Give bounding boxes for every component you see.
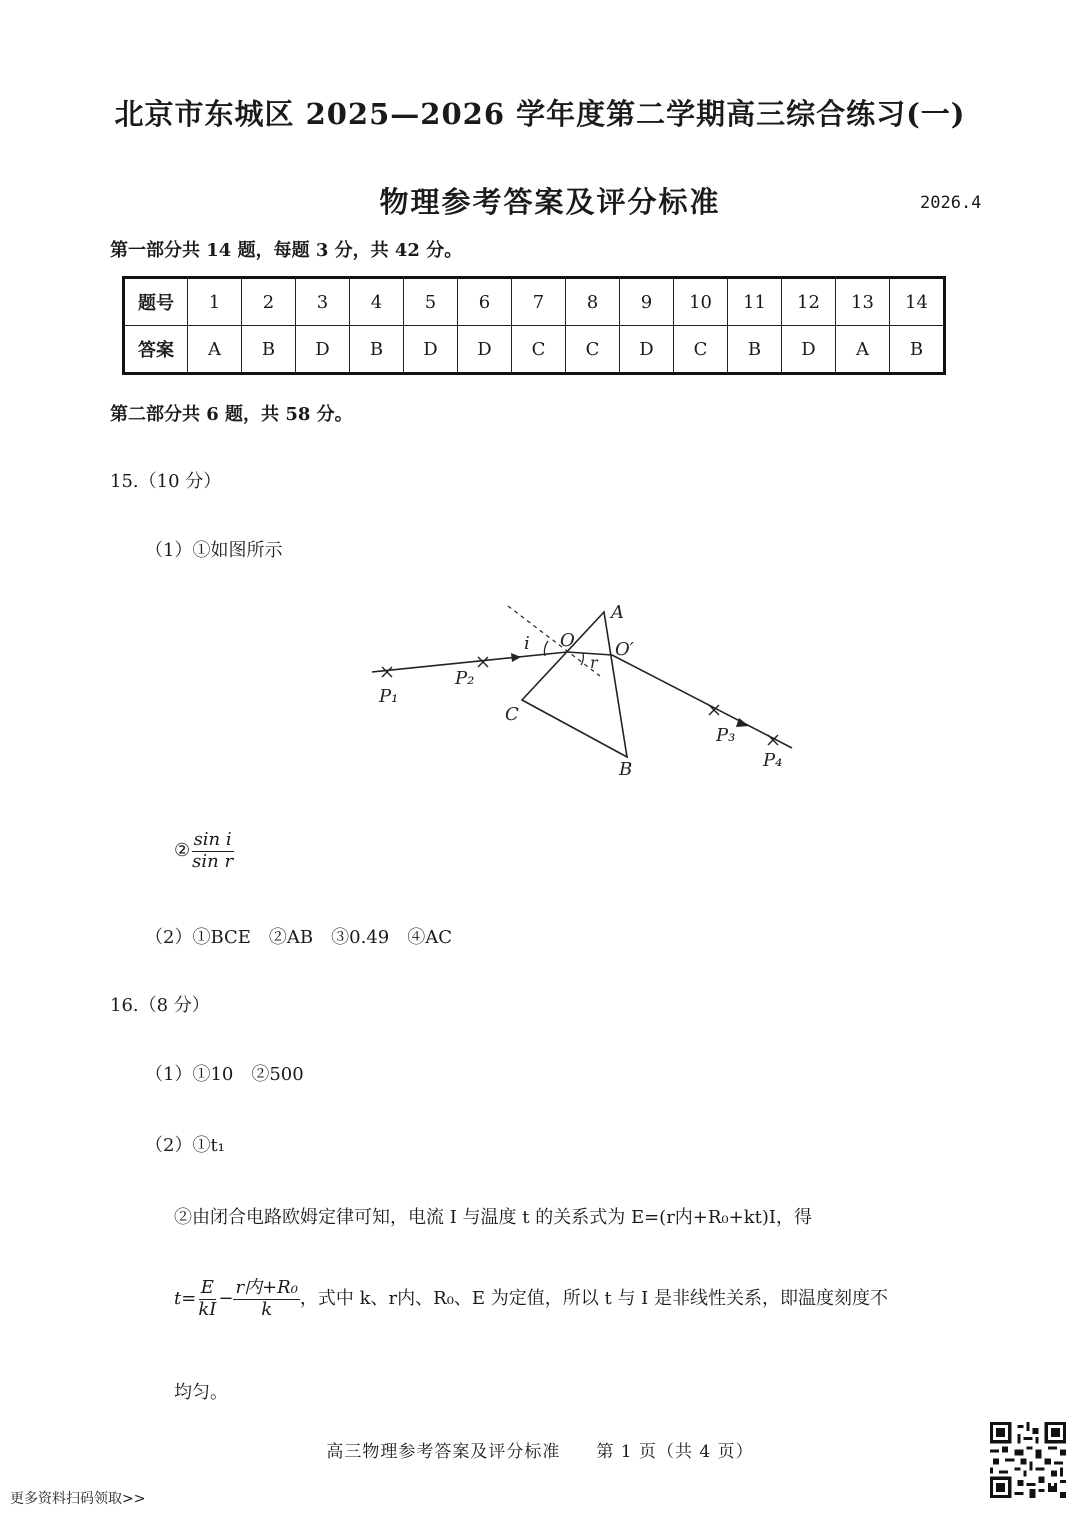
snell-fraction [190,830,235,872]
q16-formula-line [174,1278,1014,1320]
answer-cell: B [350,326,404,374]
answer-cell: D [458,326,512,374]
label-P2: P₂ [455,668,475,689]
question-number-cell: 10 [674,278,728,326]
q15-part1-answer2 [174,830,235,872]
formula-fraction-2 [233,1278,299,1320]
qr-code-icon[interactable] [990,1422,1066,1498]
emergent-ray [612,655,792,748]
q15-title: 15.（10 分） [110,471,222,492]
answer-cell: C [512,326,566,374]
label-B: B [619,759,633,780]
q15-part1: （1）①如图所示 [145,540,283,561]
fraction-2-denominator: k [261,1298,273,1320]
formula-explanation: ，式中 k、r内、R₀、E 为定值，所以 t 与 I 是非线性关系，即温度刻度不 [299,1288,889,1310]
answer-cell: B [728,326,782,374]
question-number-cell: 3 [296,278,350,326]
q16-part2-1: （2）①t₁ [145,1135,225,1156]
formula-prefix: t= [174,1288,197,1310]
answer-cell: B [242,326,296,374]
label-i: i [524,633,530,654]
answer-cell: A [188,326,242,374]
question-number-cell: 14 [890,278,945,326]
question-number-cell: 7 [512,278,566,326]
circled-2: ② [174,840,191,862]
arrow-incident [511,653,521,662]
label-r: r [590,653,598,672]
formula-fraction-1 [196,1278,218,1320]
fraction-1-numerator: E [200,1277,214,1298]
frac-denominator: sin r [192,850,234,872]
answer-cell: B [890,326,945,374]
question-number-cell: 4 [350,278,404,326]
question-number-cell: 13 [836,278,890,326]
answer-cell: D [296,326,350,374]
question-number-cell: 6 [458,278,512,326]
page-title: 北京市东城区 2025—2026 学年度第二学期高三综合练习(一) [114,97,966,131]
q15-part2: （2）①BCE ②AB ③0.49 ④AC [145,927,453,948]
formula-minus: − [218,1288,234,1310]
answer-cell: C [674,326,728,374]
angle-r-arc [581,653,583,665]
page-subtitle: 物理参考答案及评分标准 [379,185,721,219]
answer-cell: D [620,326,674,374]
table-header-question: 题号 [124,278,188,326]
answer-cell: C [566,326,620,374]
label-C: C [505,704,519,725]
frac-numerator: sin i [193,829,232,850]
q16-conclusion: 均匀。 [174,1382,228,1403]
q16-part1: （1）①10 ②500 [145,1064,304,1085]
answer-cell: A [836,326,890,374]
fraction-1-denominator: kI [198,1298,217,1320]
table-header-answer: 答案 [124,326,188,374]
q16-title: 16.（8 分） [110,995,210,1016]
label-P1: P₁ [379,686,399,707]
question-number-cell: 9 [620,278,674,326]
question-number-cell: 12 [782,278,836,326]
question-number-cell: 5 [404,278,458,326]
promo-text: 更多资料扫码领取>> [10,1491,146,1507]
answer-cell: D [404,326,458,374]
page-footer: 高三物理参考答案及评分标准 第 1 页（共 4 页） [326,1442,754,1462]
q16-part2-2: ②由闭合电路欧姆定律可知，电流 I 与温度 t 的关系式为 E=(r内+R₀+kt)I，得 [174,1207,813,1228]
label-A: A [611,602,624,623]
fraction-2-numerator: r内+R₀ [235,1277,298,1298]
part2-heading: 第二部分共 6 题，共 58 分。 [110,404,353,425]
question-number-cell: 8 [566,278,620,326]
question-number-cell: 2 [242,278,296,326]
label-P3: P₃ [716,725,736,746]
answer-cell: D [782,326,836,374]
question-number-cell: 11 [728,278,782,326]
question-number-cell: 1 [188,278,242,326]
label-O-prime: O′ [615,639,634,660]
part1-heading: 第一部分共 14 题，每题 3 分，共 42 分。 [110,240,463,261]
label-O: O [560,630,575,651]
label-P4: P₄ [763,750,783,771]
document-date: 2026.4 [920,193,982,213]
